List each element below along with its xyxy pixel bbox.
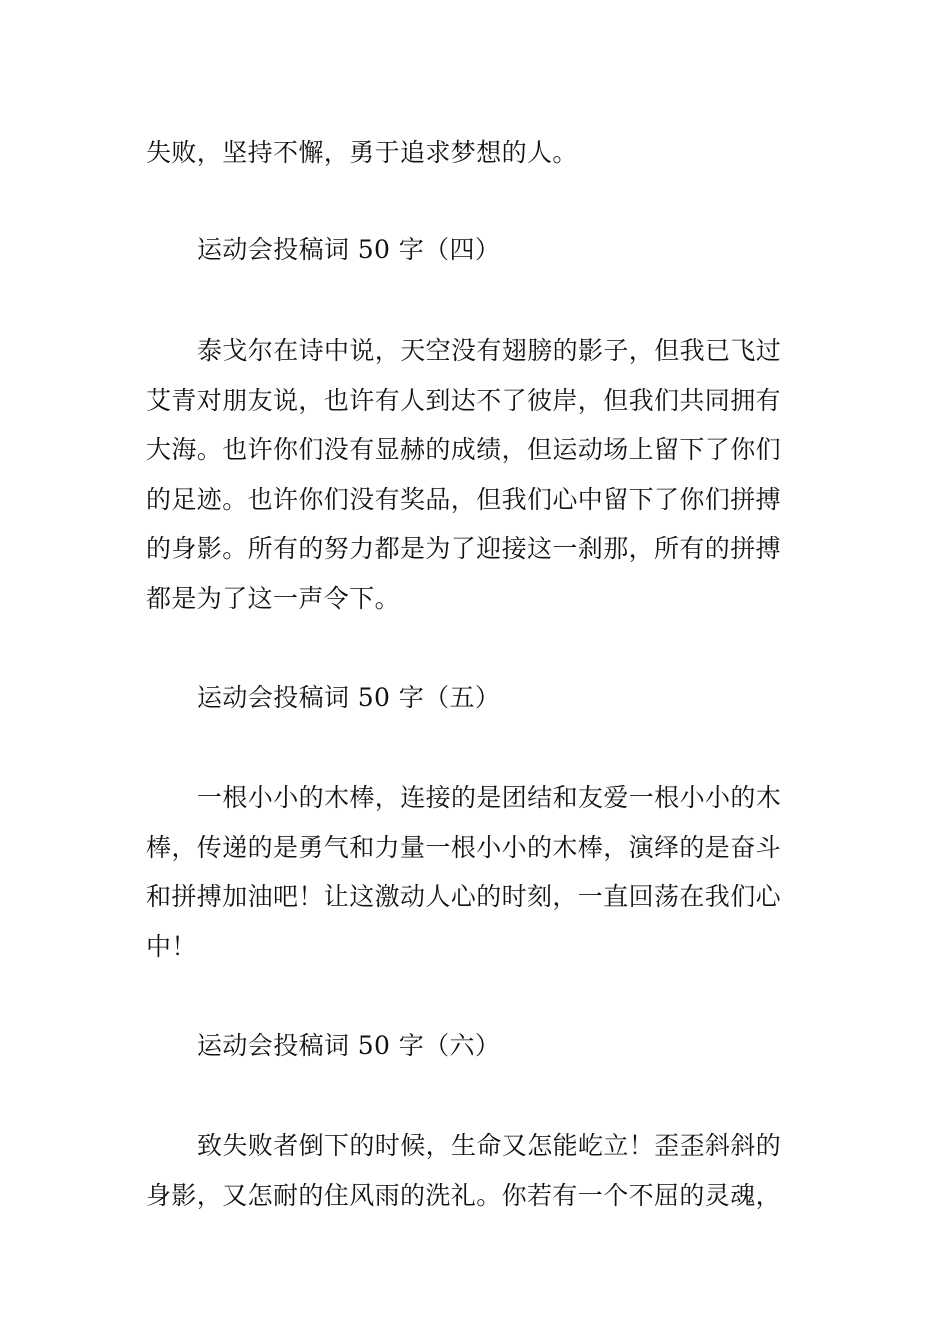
paragraph-line: 艾青对朋友说，也许有人到达不了彼岸，但我们共同拥有 [146, 385, 782, 415]
paragraph-line: 棒，传递的是勇气和力量一根小小的木棒，演绎的是奋斗 [146, 832, 782, 862]
paragraph-line: 失败，坚持不懈，勇于追求梦想的人。 [146, 138, 578, 167]
paragraph-6 [146, 1121, 810, 1220]
paragraph-line: 致失败者倒下的时候，生命又怎能屹立！歪歪斜斜的 [197, 1131, 782, 1160]
paragraph-line: 泰戈尔在诗中说，天空没有翅膀的影子，但我已飞过 [197, 336, 782, 365]
section-heading-4: 运动会投稿词 50 字（四） [197, 235, 501, 264]
paragraph-line: 中！ [146, 931, 197, 961]
paragraph-line: 的足迹。也许你们没有奖品，但我们心中留下了你们拼搏 [146, 484, 782, 514]
paragraph-line: 都是为了这一声令下。 [146, 583, 401, 613]
paragraph-continuation [146, 128, 810, 178]
paragraph-line: 身影，又怎耐的住风雨的洗礼。你若有一个不屈的灵魂， [146, 1180, 782, 1210]
paragraph-line: 和拼搏加油吧！让这激动人心的时刻，一直回荡在我们心 [146, 882, 782, 912]
paragraph-line: 的身影。所有的努力都是为了迎接这一刹那，所有的拼搏 [146, 534, 782, 564]
paragraph-line: 大海。也许你们没有显赫的成绩，但运动场上留下了你们 [146, 435, 782, 465]
section-heading-5: 运动会投稿词 50 字（五） [197, 683, 501, 712]
paragraph-5 [146, 773, 810, 971]
section-heading-6: 运动会投稿词 50 字（六） [197, 1031, 501, 1060]
paragraph-4 [146, 326, 810, 624]
paragraph-line: 一根小小的木棒，连接的是团结和友爱一根小小的木 [197, 783, 782, 812]
